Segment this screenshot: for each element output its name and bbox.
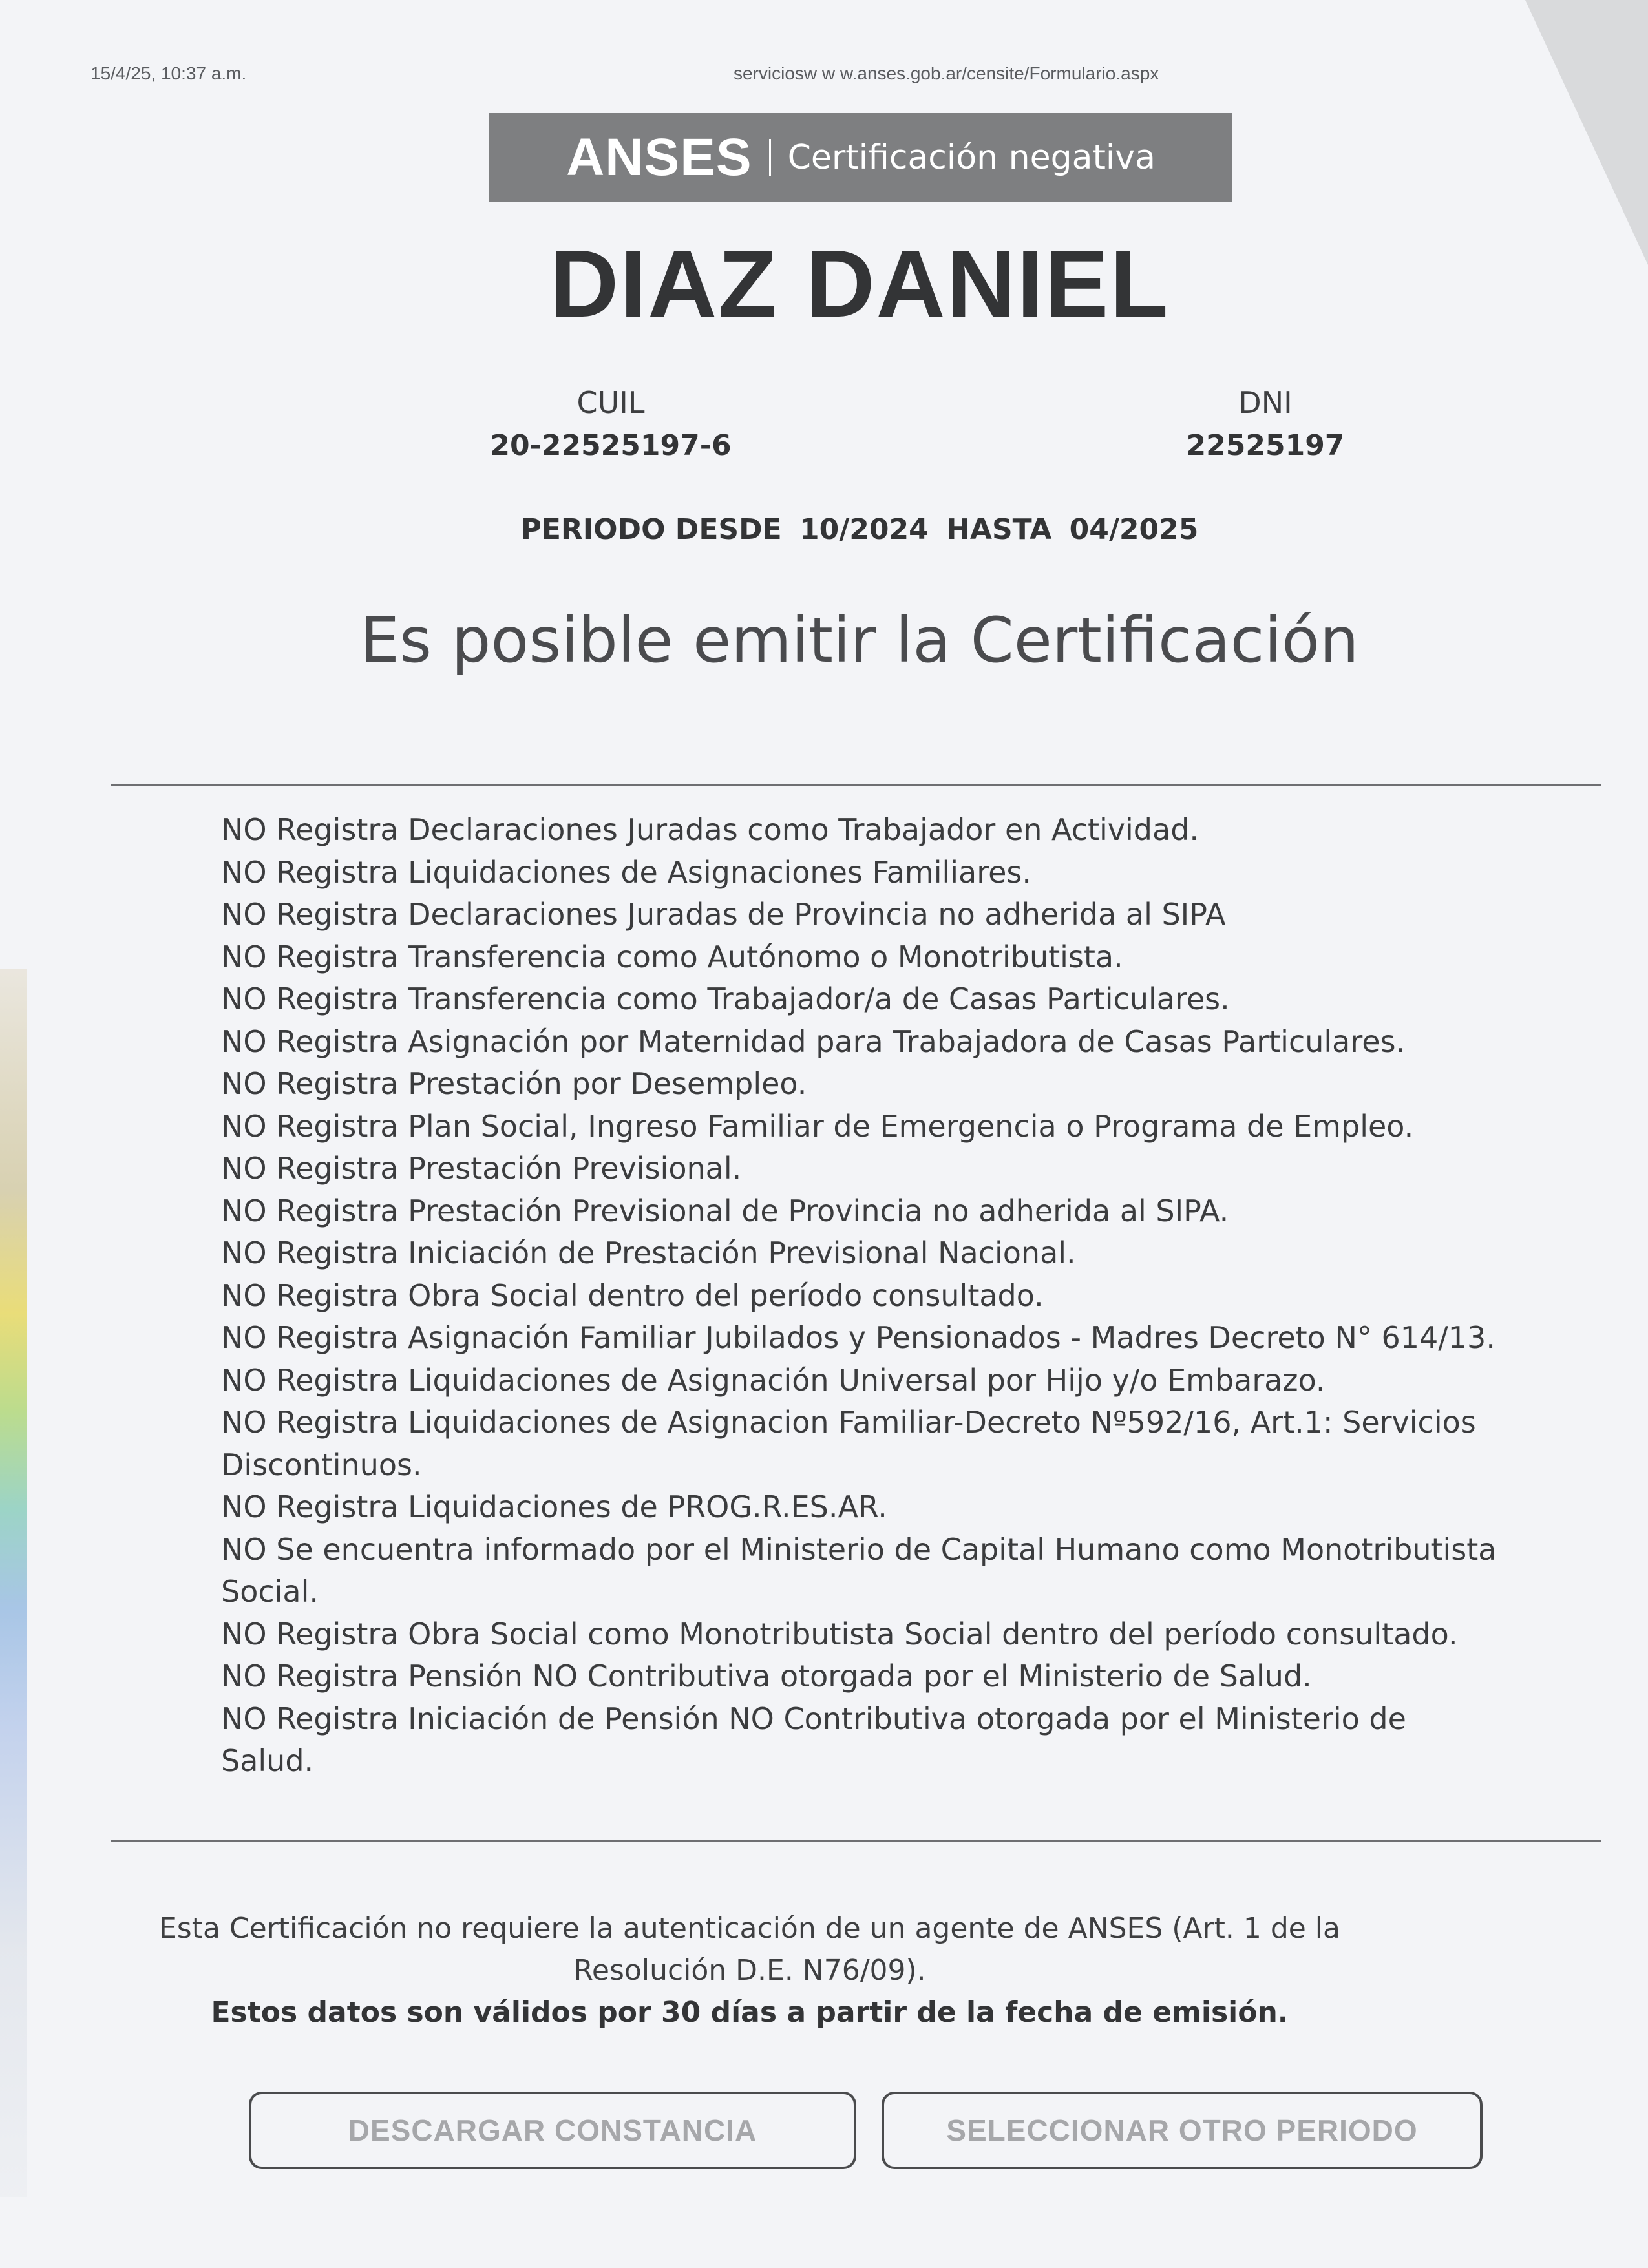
list-item: NO Registra Liquidaciones de Asignacion Familiar-Decreto Nº592/16, Art.1: Servicios Discontinuos. — [221, 1405, 1476, 1482]
list-item: NO Registra Prestación por Desempleo. — [221, 1066, 807, 1101]
list-item: NO Registra Obra Social dentro del período consultado. — [221, 1277, 1044, 1313]
anses-logo: ANSES — [566, 127, 752, 187]
print-datetime: 15/4/25, 10:37 a.m. — [90, 63, 247, 83]
dni-value: 22525197 — [1186, 429, 1345, 462]
periodo-desde-label: PERIODO DESDE — [520, 513, 782, 546]
periodo-line — [0, 513, 1648, 546]
list-item: NO Registra Obra Social como Monotributista Social dentro del período consultado. — [221, 1616, 1458, 1652]
list-item: NO Registra Iniciación de Prestación Previsional Nacional. — [221, 1235, 1076, 1270]
footer-notes — [113, 1907, 1386, 2033]
list-item: NO Registra Transferencia como Autónomo o Monotributista. — [221, 939, 1123, 974]
banner-subtitle: Certificación negativa — [787, 138, 1156, 177]
list-item: NO Registra Pensión NO Contributiva otorgada por el Ministerio de Salud. — [221, 1659, 1312, 1694]
list-item: NO Se encuentra informado por el Ministerio de Capital Humano como Monotributista Social. — [221, 1531, 1497, 1609]
cuil-value: 20-22525197-6 — [490, 429, 732, 462]
person-name: DIAZ DANIEL — [549, 231, 1170, 337]
list-item: NO Registra Liquidaciones de Asignación Universal por Hijo y/o Embarazo. — [221, 1362, 1326, 1398]
divider-top — [111, 784, 1601, 786]
registry-list — [221, 809, 1501, 1783]
list-item: NO Registra Declaraciones Juradas como Trabajador en Actividad. — [221, 812, 1199, 847]
cuil-label: CUIL — [576, 385, 645, 420]
seleccionar-otro-periodo-button[interactable]: SELECCIONAR OTRO PERIODO — [882, 2092, 1483, 2169]
list-item: NO Registra Liquidaciones de PROG.R.ES.AR. — [221, 1489, 887, 1524]
divider-bottom — [111, 1840, 1601, 1842]
list-item: NO Registra Asignación Familiar Jubilados y Pensionados - Madres Decreto N° 614/13. — [221, 1320, 1495, 1355]
dni-label: DNI — [1238, 385, 1293, 420]
cuil-block — [462, 385, 759, 462]
banner-divider — [769, 139, 771, 176]
authentication-note: Esta Certificación no requiere la autenticación de un agente de ANSES (Art. 1 de la Resolución D.E. N76/09). — [159, 1912, 1340, 1987]
periodo-hasta-label: HASTA — [946, 513, 1052, 546]
validity-note: Estos datos son válidos por 30 días a partir de la fecha de emisión. — [211, 1996, 1289, 2029]
list-item: NO Registra Liquidaciones de Asignaciones Familiares. — [221, 854, 1032, 890]
list-item: NO Registra Declaraciones Juradas de Provincia no adherida al SIPA — [221, 897, 1226, 932]
list-item: NO Registra Plan Social, Ingreso Familiar de Emergencia o Programa de Empleo. — [221, 1108, 1414, 1144]
dni-block — [1117, 385, 1414, 462]
periodo-desde-value: 10/2024 — [799, 513, 929, 546]
periodo-hasta-value: 04/2025 — [1069, 513, 1199, 546]
list-item: NO Registra Transferencia como Trabajador/a de Casas Particulares. — [221, 982, 1230, 1016]
list-item: NO Registra Asignación por Maternidad para Trabajadora de Casas Particulares. — [221, 1024, 1406, 1059]
list-item: NO Registra Prestación Previsional de Provincia no adherida al SIPA. — [221, 1193, 1229, 1228]
list-item: NO Registra Prestación Previsional. — [221, 1151, 742, 1186]
list-item: NO Registra Iniciación de Pensión NO Contributiva otorgada por el Ministerio de Salud. — [221, 1701, 1406, 1778]
scan-edge-artifact — [0, 969, 27, 2197]
certification-status: Es posible emitir la Certificación — [360, 604, 1359, 677]
print-url: serviciosw w w.anses.gob.ar/censite/Formulario.aspx — [734, 63, 1159, 83]
anses-banner — [489, 113, 1232, 202]
descargar-constancia-button[interactable]: DESCARGAR CONSTANCIA — [249, 2092, 856, 2169]
